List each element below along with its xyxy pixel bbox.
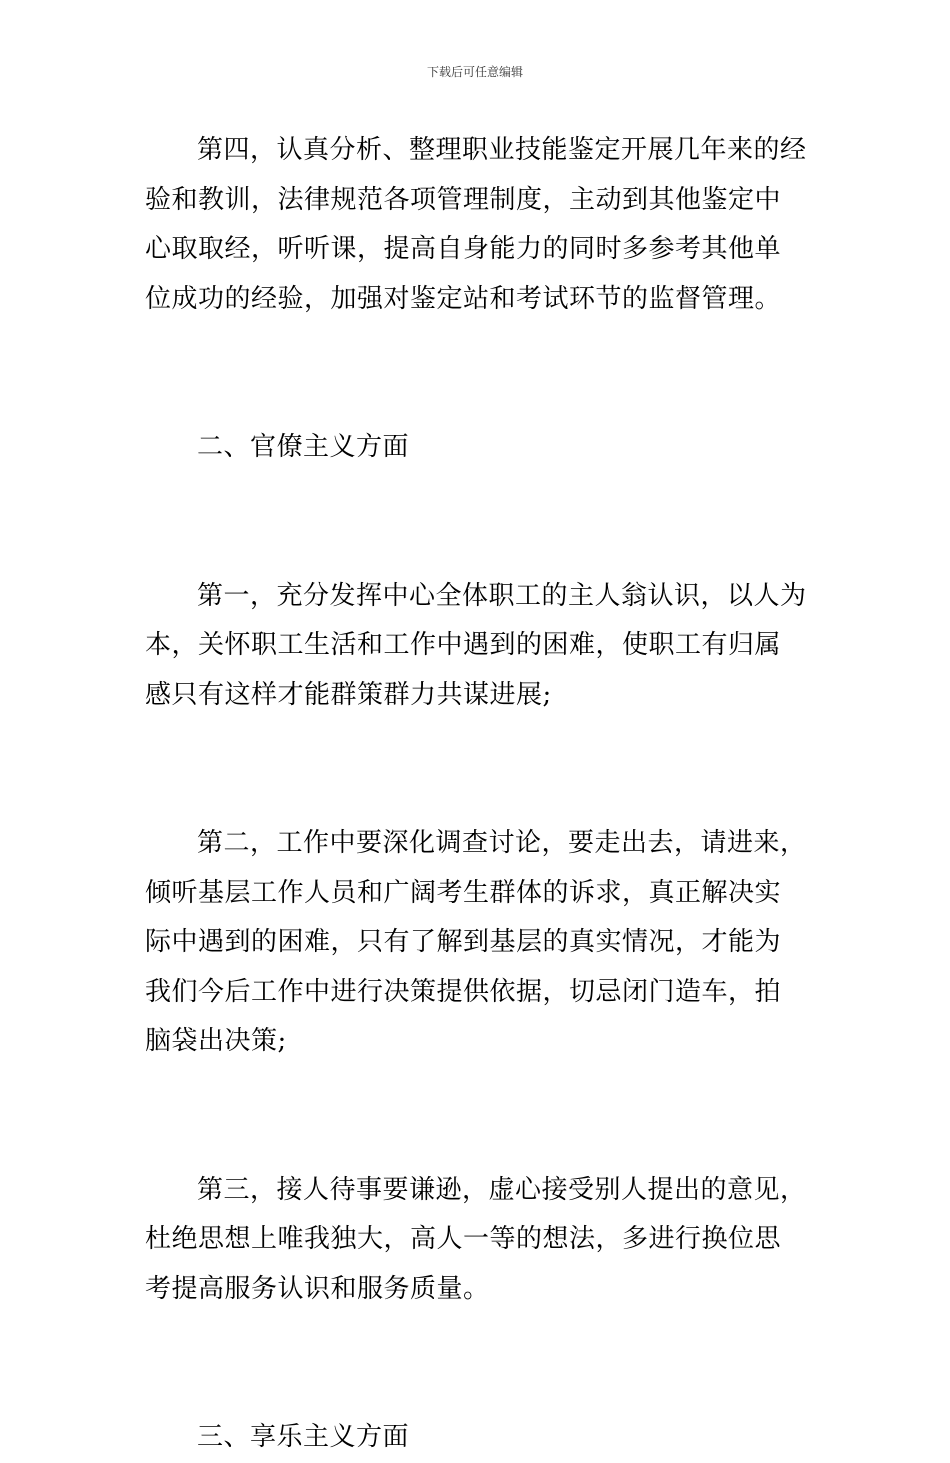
paragraph-third: 第三，接人待事要谦逊，虚心接受别人提出的意见，杜绝思想上唯我独大，高人一等的想法，多进行换位思考提高服务认识和服务质量。 bbox=[145, 1174, 807, 1304]
paragraph-first: 第一，充分发挥中心全体职工的主人翁认识，以人为本，关怀职工生活和工作中遇到的困难，使职工有归属感只有这样才能群策群力共谋进展; bbox=[145, 580, 807, 710]
paragraph-gap bbox=[145, 1067, 807, 1166]
paragraph-gap bbox=[145, 720, 807, 819]
paragraph-second: 第二，工作中要深化调查讨论，要走出去，请进来，倾听基层工作人员和广阔考生群体的诉求，真正解决实际中遇到的困难，只有了解到基层的真实情况，才能为我们今后工作中进行决策提供依据，切忌闭门造车，拍脑袋出决策; bbox=[145, 828, 807, 1056]
document-body bbox=[145, 126, 807, 1463]
section-heading-bureaucratism: 二、官僚主义方面 bbox=[197, 432, 410, 462]
section-heading-hedonism: 三、享乐主义方面 bbox=[197, 1422, 410, 1452]
paragraph-gap bbox=[145, 473, 807, 572]
paragraph-fourth: 第四，认真分析、整理职业技能鉴定开展几年来的经验和教训，法律规范各项管理制度，主动到其他鉴定中心取取经，听听课，提高自身能力的同时多参考其他单位成功的经验，加强对鉴定站和考试环节的监督管理。 bbox=[145, 135, 807, 314]
page-header: 下载后可任意编辑 bbox=[426, 65, 523, 79]
paragraph-gap bbox=[145, 324, 807, 423]
paragraph-gap bbox=[145, 1314, 807, 1413]
